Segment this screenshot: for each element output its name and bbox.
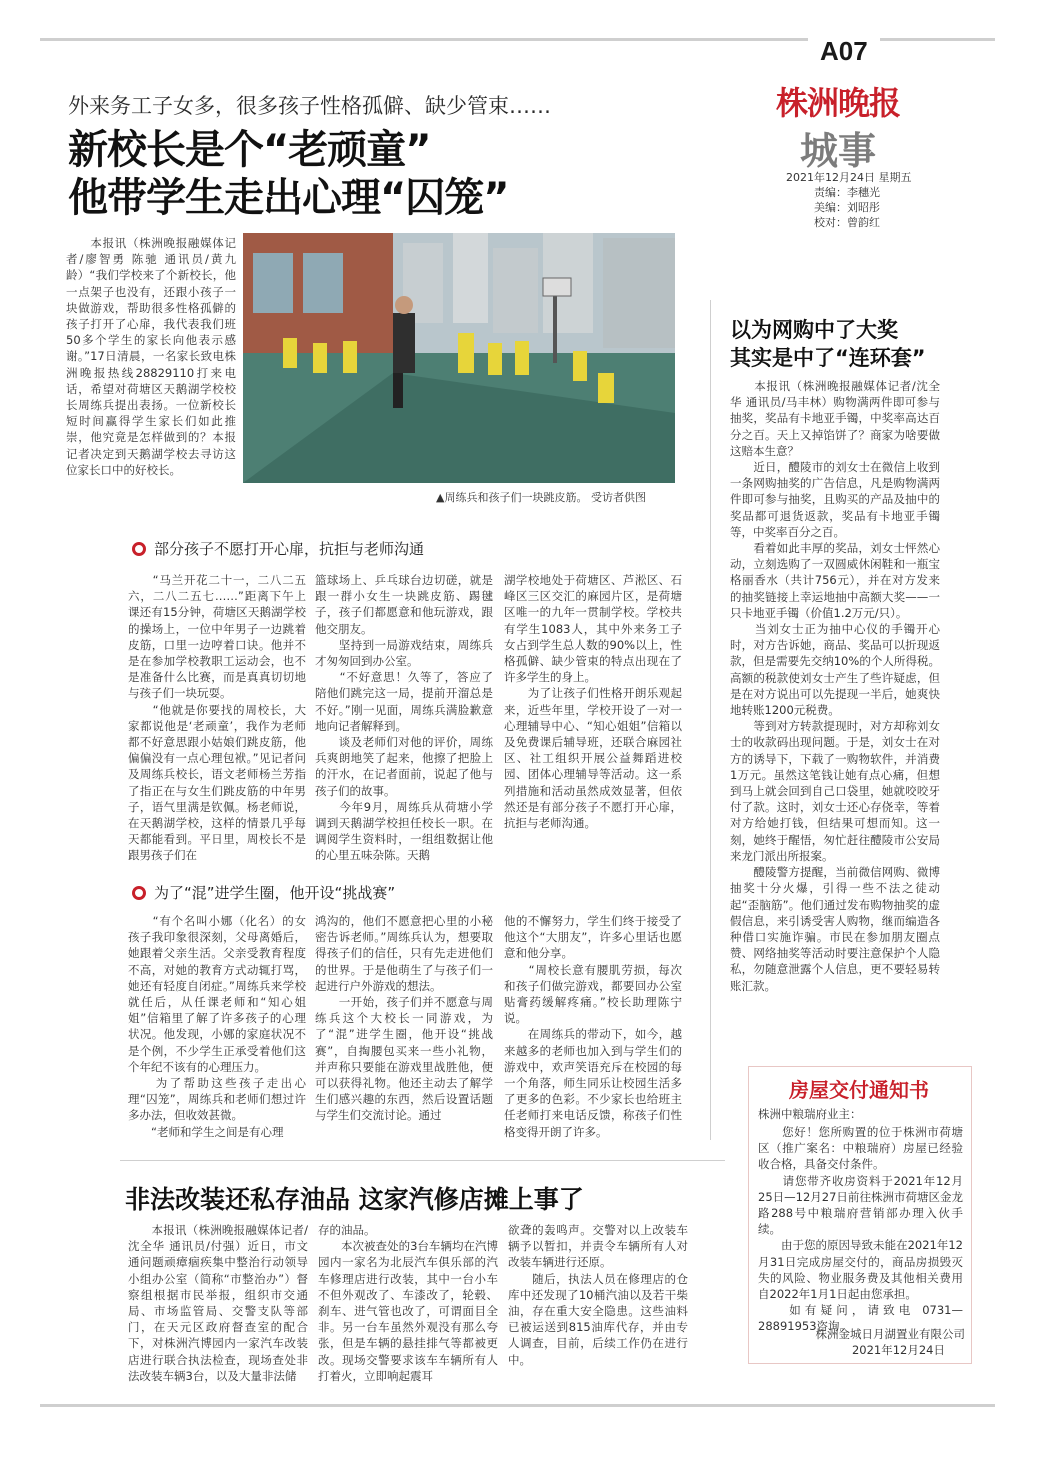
notice-body: 您好！您所购置的位于株洲市荷塘区（推广案名：中粮瑞府）房屋已经验收合格，具备交付条件。 请您带齐收房资料于2021年12月25日—12月27日前往株洲市荷塘区金龙路288号中粮瑞府营销部办理入伙手续。 由于您的原因导致未能在2021年12月31日完成房屋交付的，商品房损毁灭失的风险、物业服务费及其他相关费用自2022年1月1日起由您承担。 如有疑问，请致电 0731—28891953咨询。	[758, 1125, 963, 1334]
section2-column-3: 他的不懈努力，学生们终于接受了他这个“大朋友”，许多心里话也愿意和他分享。 “周校长意有腰肌劳损，每次和孩子们做完游戏，都要回办公室贴膏药缓解疼痛。”校长助理陈宁说。 在周练兵的带动下，如今，越来越多的老师也加入到与学生们的游戏中，欢声笑语充斥在校园的每一个角落，师生同乐让校园生活多了更多的色彩。不少家长也给班主任老师打来电话反馈，称孩子们性格变得开朗了许多。	[504, 914, 682, 1139]
notice-salutation: 株洲中粮瑞府业主：	[758, 1107, 862, 1121]
schoolyard-photo-illustration	[243, 233, 675, 483]
sidebar-body: 本报讯（株洲晚报融媒体记者/沈全华 通讯员/马丰林）购物满两件即可参与抽奖，奖品有卡地亚手镯，中奖率高达百分之百。天上又掉馅饼了？商家为啥要做这赔本生意？ 近日，醴陵市的刘女士在微信上收到一条网购抽奖的广告信息，凡是购物满两件即可参与抽奖，且购买的产品及抽中的奖品都可退货返款，奖品有卡地亚手镯等，中奖率百分之百。 看着如此丰厚的奖品，刘女士怦然心动，立刻选购了一双圆威休闲鞋和一瓶宝格丽香水（共计756元），并在对方发来的抽奖链接上幸运地抽中高额大奖——一只卡地亚手镯（价值1.2万元/只）。 当刘女士正为抽中心仪的手镯开心时，对方告诉她，商品、奖品可以折现返款，但是需要先交纳10%的个人所得税。高额的税款使刘女士产生了些许疑虑，但是在对方说出可以先提现一半后，她爽快地转账1200元税费。 等到对方转款提现时，对方却称刘女士的收款码出现问题。于是，刘女士在对方的诱导下，下载了一购物软件，并消费1万元。虽然这笔钱让她有点心痛，但想到马上就会回到自己口袋里，她就咬咬牙付了款。这时，刘女士还心存侥幸，等着对方给她打钱，但结果可想而知。这一刻，她终于醒悟，匆忙赶往醴陵市公安局来龙门派出所报案。 醴陵警方提醒，当前微信网购、微博抽奖十分火爆，引得一些不法之徒动起“歪脑筋”。他们通过发布购物抽奖的虚假信息，来引诱受害人购物，继而编造各种借口实施诈骗。市民在参加朋友圈点赞、网络抽奖等活动时要注意保护个人隐私，勿随意泄露个人信息，更不要轻易转账汇款。	[730, 379, 940, 993]
proofreader-credit: 校对：曾韵红	[814, 216, 880, 229]
issue-date: 2021年12月24日 星期五	[786, 171, 912, 184]
bullet-ring-icon	[132, 542, 146, 556]
photo-caption: ▲周练兵和孩子们一块跳皮筋。 受访者供图	[436, 491, 646, 504]
notice-date: 2021年12月24日	[851, 1343, 945, 1357]
bottom-article-rule	[120, 1160, 725, 1161]
bottom-column-2: 存的油品。 本次被查处的3台车辆均在汽博园内一家名为北辰汽车俱乐部的汽车修理店进行改装，其中一台小车不但外观改了、车漆改了，轮毂、刹车、进气管也改了，可谓面目全非。另一台车虽然外观没有那么夸张，但是车辆的悬挂排气等都被更改。现场交警要求该车车辆所有人打着火，立即响起震耳	[318, 1223, 498, 1383]
top-rule-right	[880, 38, 995, 41]
bottom-column-3: 欲聋的轰鸣声。交警对以上改装车辆予以暂扣，并责令车辆所有人对改装车辆进行还原。 随后，执法人员在修理店的仓库中还发现了10桶汽油以及若干柴油，存在重大安全隐患。这些油料已被运送到815油库代存，并由专人调查，目前，后续工作仍在进行中。	[508, 1223, 688, 1367]
lead-intro: 本报讯（株洲晚报融媒体记者/廖智勇 陈驰 通讯员/黄九龄）“我们学校来了个新校长，他一点架子也没有，还跟小孩子一块做游戏，帮助很多性格孤僻的孩子打开了心扉，我代表我们班50多个学生的家长向他表示感谢。”17日清晨，一名家长致电株洲晚报热线28829110打来电话，希望对荷塘区天鹅湖学校校长周练兵提出表扬。一位新校长短时间赢得学生家长们如此推崇，他究竟是怎样做到的？本报记者决定到天鹅湖学校去寻访这位家长口中的好校长。	[66, 236, 236, 477]
editor-credit: 责编：李穗光	[814, 186, 880, 199]
newspaper-logo: 株洲晚报	[776, 84, 901, 122]
sidebar-title-line2: 其实是中了“连环套”	[730, 346, 926, 370]
designer-credit: 美编：刘昭彤	[814, 201, 880, 214]
section1-column-2: 篮球场上、乒乓球台边切磋，就是跟一群小女生一块跳皮筋、踢毽子，孩子们都愿意和他玩游戏，跟他交朋友。 坚持到一局游戏结束，周练兵才匆匆回到办公室。 “不好意思！久等了，答应了陪他们跳完这一局，提前开溜总是不好。”刚一见面，周练兵满脸歉意地向记者解释到。 谈及老师们对他的评价，周练兵爽朗地笑了起来，他擦了把脸上的汗水，在记者面前，说起了他与孩子们的故事。 今年9月，周练兵从荷塘小学调到天鹅湖学校担任校长一职。在调阅学生资料时，一组组数据让他的心里五味杂陈。天鹅	[315, 573, 493, 863]
notice-title: 房屋交付通知书	[789, 1078, 929, 1102]
section1-column-3: 湖学校地处于荷塘区、芦淞区、石峰区三区交汇的麻园片区，是荷塘区唯一的九年一贯制学校。学校共有学生1083人，其中外来务工子女占到学生总人数的90%以上，性格孤僻、缺少管束的特点出现在了许多学生的身上。 为了让孩子们性格开朗乐观起来，近些年里，学校开设了一对一心理辅导中心、“知心姐姐”信箱以及免费课后辅导班，还联合麻园社区、社工组织开展公益舞蹈进校园、团体心理辅导等活动。这一系列措施和活动虽然成效显著，但依然还是有部分孩子不愿打开心扉，抗拒与老师沟通。	[504, 573, 682, 831]
section2-column-1: “有个名叫小娜（化名）的女孩子我印象很深刻，父母离婚后，她跟着父亲生活。父亲受教育程度不高，对她的教育方式动辄打骂，她还有轻度自闭症。”周练兵来学校就任后，从任课老师和“知心姐姐”信箱里了解了许多孩子的心理状况。他发现，小娜的家庭状况不是个例，不少学生正承受着他们这个年纪不该有的心理压力。 为了帮助这些孩子走出心理“囚笼”，周练兵和老师们想过许多办法，但收效甚微。 “老师和学生之间是有心理	[128, 914, 306, 1139]
bottom-column-1: 本报讯（株洲晚报融媒体记者/沈全华 通讯员/付强）近日，市文通问题顽瘴痼疾集中整治行动领导小组办公室（简称“市整治办”）督察组根据市民举报，组织市交通局、市场监管局、交警支队等部门，在天元区政府督查室的配合下，对株洲汽博园内一家汽车改装店进行联合执法检查，现场查处非法改装车辆3台，以及大量非法储	[128, 1223, 308, 1383]
notice-signer: 株洲金城日月湖置业有限公司	[815, 1327, 965, 1341]
lead-headline-line1: 新校长是个“老顽童”	[68, 127, 431, 173]
page-bottom-rule	[40, 1404, 995, 1407]
section2-title: 为了“混”进学生圈，他开设“挑战赛”	[154, 884, 396, 902]
section2-heading	[132, 882, 395, 903]
section1-title: 部分孩子不愿打开心扉，抗拒与老师沟通	[154, 540, 425, 558]
top-rule	[40, 38, 808, 41]
bottom-article-title: 非法改装还私存油品 这家汽修店摊上事了	[125, 1185, 584, 1214]
sidebar-title-line1: 以为网购中了大奖	[730, 318, 898, 342]
section1-heading	[132, 538, 424, 559]
page-number: A07	[820, 36, 868, 66]
masthead-meta	[786, 170, 936, 230]
section2-column-2: 鸿沟的，他们不愿意把心里的小秘密告诉老师。”周练兵认为，想要取得孩子们的信任，只有先走进他们的世界。于是他萌生了与孩子们一起进行户外游戏的想法。 一开始，孩子们并不愿意与周练兵这个大校长一同游戏，为了“混”进学生圈，他开设“挑战赛”，自掏腰包买来一些小礼物，并声称只要能在游戏里战胜他，便可以获得礼物。他还主动去了解学生们感兴趣的东西，然后设置话题与学生们交流讨论。通过	[315, 914, 493, 1123]
news-photo	[243, 233, 675, 483]
lead-headline-line2: 他带学生走出心理“囚笼”	[68, 175, 509, 221]
section1-column-1: “马兰开花二十一，二八二五六，二八二五七……”距离下午上课还有15分钟，荷塘区天鹅湖学校的操场上，一位中年男子一边跳着皮筋，口里一边哼着口诀。他并不是在参加学校教职工运动会，也不是准备什么比赛，而是真真切切地与孩子们一块玩耍。 “他就是你要找的周校长，大家都说他是‘老顽童’，我作为老师都不好意思跟小姑娘们跳皮筋，他偏偏没有一点心理包袱。”见记者问及周练兵校长，语文老师杨兰芳指了指正在与女生们跳皮筋的中年男子，语气里满是钦佩。杨老师说，在天鹅湖学校，这样的情景几乎每天都能看到。平日里，周校长不是跟男孩子们在	[128, 573, 306, 863]
lead-kicker: 外来务工子女多，很多孩子性格孤僻、缺少管束……	[68, 94, 551, 118]
bullet-ring-icon	[132, 886, 146, 900]
column-divider	[710, 300, 711, 1140]
section-name: 城事	[800, 128, 877, 173]
